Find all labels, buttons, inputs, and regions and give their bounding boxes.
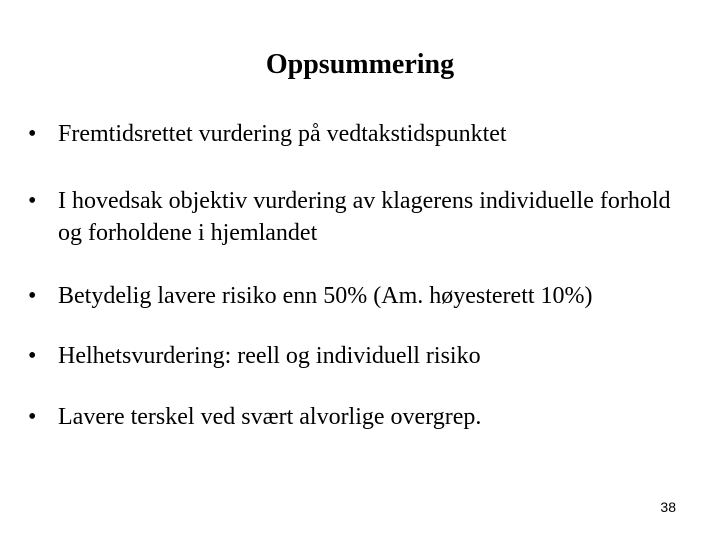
bullet-dot-icon: • — [28, 343, 37, 369]
slide-title — [0, 47, 720, 83]
bullet-text: Betydelig lavere risiko enn 50% (Am. høyesterett 10%) — [58, 283, 593, 309]
bullet-list — [28, 118, 698, 433]
bullet-item — [28, 340, 698, 372]
bullet-dot-icon: • — [28, 188, 37, 214]
slide-title-text: Oppsummering — [265, 49, 455, 80]
bullet-item — [28, 185, 698, 249]
bullet-dot-icon: • — [28, 283, 37, 309]
bullet-text: Lavere terskel ved svært alvorlige overgrep. — [58, 404, 482, 430]
bullet-text: Helhetsvurdering: reell og individuell risiko — [58, 343, 481, 369]
bullet-item — [28, 401, 698, 433]
bullet-dot-icon: • — [28, 404, 37, 430]
page-number: 38 — [660, 499, 676, 515]
bullet-text: Fremtidsrettet vurdering på vedtakstidspunktet — [58, 121, 507, 147]
bullet-dot-icon: • — [28, 121, 37, 147]
bullet-item — [28, 118, 698, 150]
bullet-item — [28, 280, 698, 312]
bullet-text: I hovedsak objektiv vurdering av klagerens individuelle forhold og forholdene i hjemlandet — [58, 188, 671, 246]
